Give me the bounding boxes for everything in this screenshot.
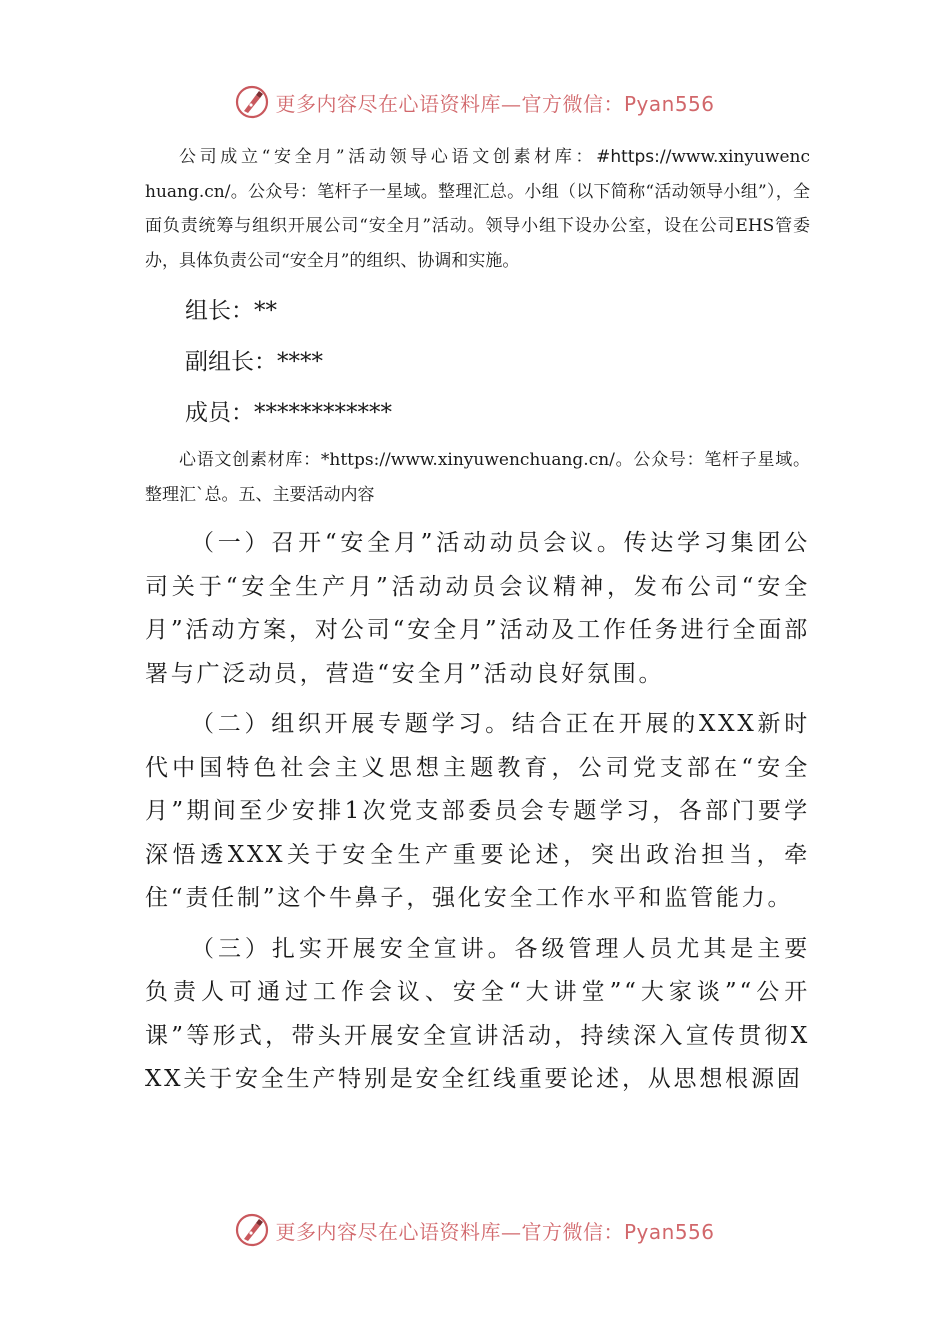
role-members: 成员：************ <box>185 400 392 426</box>
header-banner <box>0 80 950 124</box>
intro-paragraph <box>145 140 810 278</box>
role-leader: 组长：** <box>185 298 277 324</box>
footer-handle: Pyan556 <box>623 1219 715 1244</box>
paragraph-3: （三）扎实开展安全宣讲。各级管理人员尤其是主要负责人可通过工作会议、安全“大讲堂”“大家谈”“公开课”等形式，带头开展安全宣讲活动，持续深入宣传贯彻XXX关于安全生产特别是安全红线重要论述，从思想根源固 <box>145 935 810 1092</box>
intro-url: #https:// <box>596 147 672 167</box>
source-note: 心语文创素材库：*https://www.xinyuwenchuang.cn/。公众号：笔杆子星域。整理汇`总。五、主要活动内容 <box>145 450 810 505</box>
footer-banner <box>0 1208 950 1252</box>
header-handle: Pyan556 <box>623 91 715 116</box>
intro-rest: www.xinyuwenchuang.cn/。公众号：笔杆子一星域。整理汇总。小组（以下简称“活动领导小组”），全面负责统筹与组织开展公司“安全月”活动。领导小组下设办公室，设在公司EHS管委办，具体负责公司“安全月”的组织、协调和实施。 <box>145 147 810 271</box>
paragraph-1: （一）召开“安全月”活动动员会议。传达学习集团公司关于“安全生产月”活动动员会议精神，发布公司“安全月”活动方案，对公司“安全月”活动及工作任务进行全面部署与广泛动员，营造“安全月”活动良好氛围。 <box>145 530 810 687</box>
header-text: 更多内容尽在心语资料库—官方微信：Pyan556 <box>275 91 715 116</box>
paragraph-2: （二）组织开展专题学习。结合正在开展的XXX新时代中国特色社会主义思想主题教育，公司党支部在“安全月”期间至少安排1次党支部委员会专题学习，各部门要学深悟透XXX关于安全生产重要论述，突出政治担当，牵住“责任制”这个牛鼻子，强化安全工作水平和监管能力。 <box>145 711 810 911</box>
document-body <box>145 140 810 1109</box>
pen-nib-logo-icon <box>235 1213 269 1247</box>
pen-nib-logo-icon <box>235 85 269 119</box>
footer-text: 更多内容尽在心语资料库—官方微信：Pyan556 <box>275 1219 715 1244</box>
role-deputy-leader: 副组长：**** <box>185 349 323 375</box>
intro-line1: 公司成立“安全月”活动领导心语文创素材库： <box>179 147 597 167</box>
